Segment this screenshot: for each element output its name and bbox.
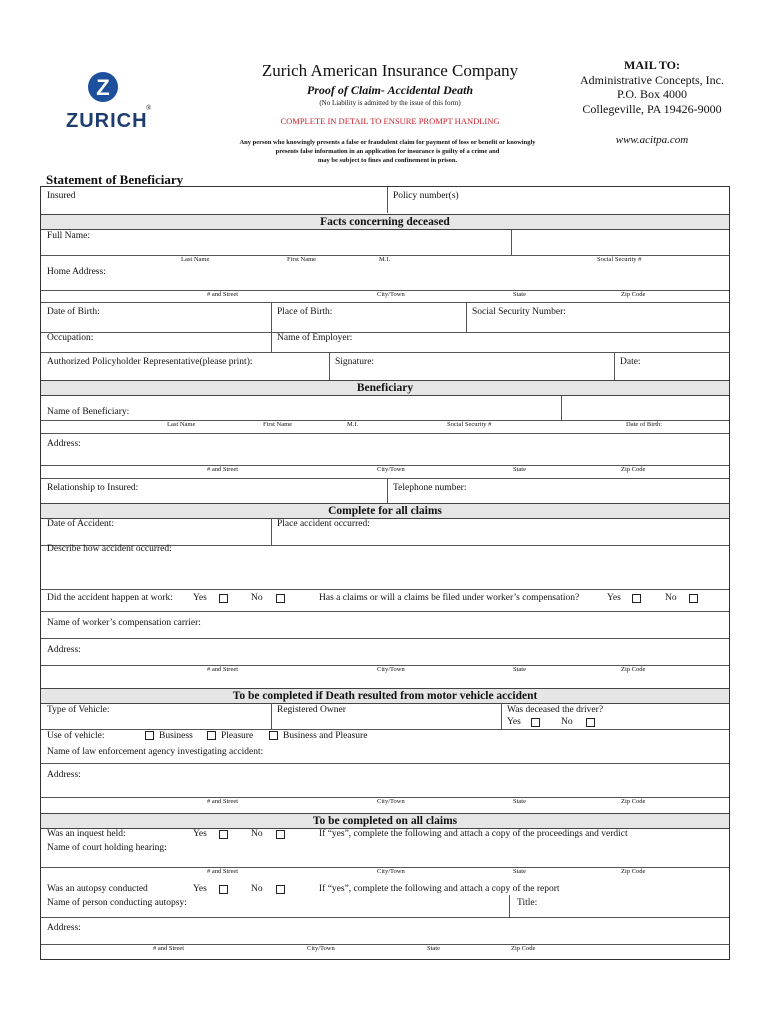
beneficiary-name-label: Name of Beneficiary: [47,407,130,417]
date-label: Date: [620,357,641,367]
autopsy-address-label: Address: [47,923,81,933]
insured-label: Insured [47,191,76,201]
registered-owner-label: Registered Owner [277,705,346,715]
complete-notice: COMPLETE IN DETAIL TO ENSURE PROMPT HANDLING [280,116,500,126]
telephone-label: Telephone number: [393,483,467,493]
no-liability-note: (No Liability is admitted by the issue of this form) [319,99,461,107]
date-accident-label: Date of Accident: [47,519,115,529]
zurich-logo-icon: Z [88,72,118,102]
title-label: Title: [517,898,538,908]
use-business-checkbox[interactable] [145,731,154,740]
wc-carrier-label: Name of worker’s compensation carrier: [47,618,201,628]
use-pleasure-checkbox[interactable] [207,731,216,740]
fraud-warning: Any person who knowingly presents a false or fraudulent claim for payment of loss or benefit or knowingly presents false information in an application for insurance is guilty of a crime and may be subject to fines and confinement in prison. [239,139,536,164]
autopsy-yes-checkbox[interactable] [219,885,228,894]
section-all-claims: To be completed on all claims [41,813,729,829]
form-title: Proof of Claim- Accidental Death [306,83,474,97]
policy-label: Policy number(s) [393,191,459,201]
claim-form: Insured Policy number(s) Facts concerning deceased Full Name: Last Name First Name M.I. Social Security # Home Address: # and Street City/Town State Zip Code Date of Birth: Place of Birth: Social Security Number: Occupation: Name of Employer: Authorized Policyholder Representative(please print): Signature: Date: Beneficiary Name of Beneficiary: Last Name First Name M.I. Social Security # Date of Birth: Address: # and Street City/Town State Zip Code Relationship to Insured: Telephone number: Complete for all claims Date of Accident: Place accident occurred: Describe how accident occurred: Did the accident happen at work: Yes No Has a claims or will a claims be filed under worker’s compensation? Yes No Name of worker’s compensation carrier: Address: # and Street City/Town State Zip Code To be completed if Death resulted from motor vehicle accident Type of Vehicle: Registered Owner Was deceased the driver? Yes No Use of vehicle: Business Pleasure Business and Pleasure Name of law enforcement agency investigating accident: Address: # and Street City/Town State Zip Code To be completed on all claims Was an inquest held: Yes No If “yes”, complete the following and attach a copy of the proceedings and verdict Name of court holding hearing: # and Street City/Town State Zip Code Was an autopsy conducted Yes No If “yes”, complete the following and attach a copy of the report Name of person conducting autopsy: Title: Address: # and Street City/Town State Zip Code [40,186,730,960]
section-claims: Complete for all claims [41,503,729,519]
section-vehicle: To be completed if Death resulted from motor vehicle accident [41,688,729,704]
place-accident-label: Place accident occurred: [277,519,370,529]
section-facts: Facts concerning deceased [41,214,729,230]
ssn-label: Social Security Number: [472,307,566,317]
pob-label: Place of Birth: [277,307,333,317]
inquest-label: Was an inquest held: [47,829,126,839]
describe-label: Describe how accident occurred: [47,544,172,554]
registered-mark: ® [146,104,152,112]
agency-label: Name of law enforcement agency investigating accident: [47,747,264,757]
autopsy-person-label: Name of person conducting autopsy: [47,898,187,908]
autopsy-note: If “yes”, complete the following and attach a copy of the report [319,884,560,894]
inquest-yes-checkbox[interactable] [219,830,228,839]
signature-label: Signature: [335,357,375,367]
wc-yes-checkbox[interactable] [632,594,641,603]
vehicle-type-label: Type of Vehicle: [47,705,110,715]
driver-label: Was deceased the driver? [507,705,604,715]
statement-title: Statement of Beneficiary [46,172,184,187]
company-name: Zurich American Insurance Company [261,61,519,80]
relationship-label: Relationship to Insured: [47,483,139,493]
dob-label: Date of Birth: [47,307,100,317]
inquest-no-checkbox[interactable] [276,830,285,839]
at-work-no-checkbox[interactable] [276,594,285,603]
wc-no-checkbox[interactable] [689,594,698,603]
court-label: Name of court holding hearing: [47,843,167,853]
wc-filed-label: Has a claims or will a claims be filed under worker’s compensation? [319,593,580,603]
occupation-label: Occupation: [47,333,94,343]
beneficiary-address-label: Address: [47,439,81,449]
zurich-logo-text: ZURICH [66,110,148,132]
use-both-checkbox[interactable] [269,731,278,740]
wc-address-label: Address: [47,645,81,655]
at-work-label: Did the accident happen at work: [47,593,173,603]
section-beneficiary: Beneficiary [41,380,729,396]
inquest-note: If “yes”, complete the following and attach a copy of the proceedings and verdict [319,829,628,839]
full-name-label: Full Name: [47,231,91,241]
vehicle-use-label: Use of vehicle: [47,731,105,741]
at-work-yes-checkbox[interactable] [219,594,228,603]
driver-no-checkbox[interactable] [586,718,595,727]
employer-label: Name of Employer: [277,333,353,343]
representative-label: Authorized Policyholder Representative(please print): [47,357,253,367]
driver-yes-checkbox[interactable] [531,718,540,727]
home-address-label: Home Address: [47,267,106,277]
agency-address-label: Address: [47,770,81,780]
autopsy-no-checkbox[interactable] [276,885,285,894]
mail-to-block: MAIL TO: Administrative Concepts, Inc. P.O. Box 4000 Collegeville, PA 19426-9000 [580,58,724,116]
autopsy-label: Was an autopsy conducted [47,884,148,894]
website: www.acitpa.com [615,134,689,146]
